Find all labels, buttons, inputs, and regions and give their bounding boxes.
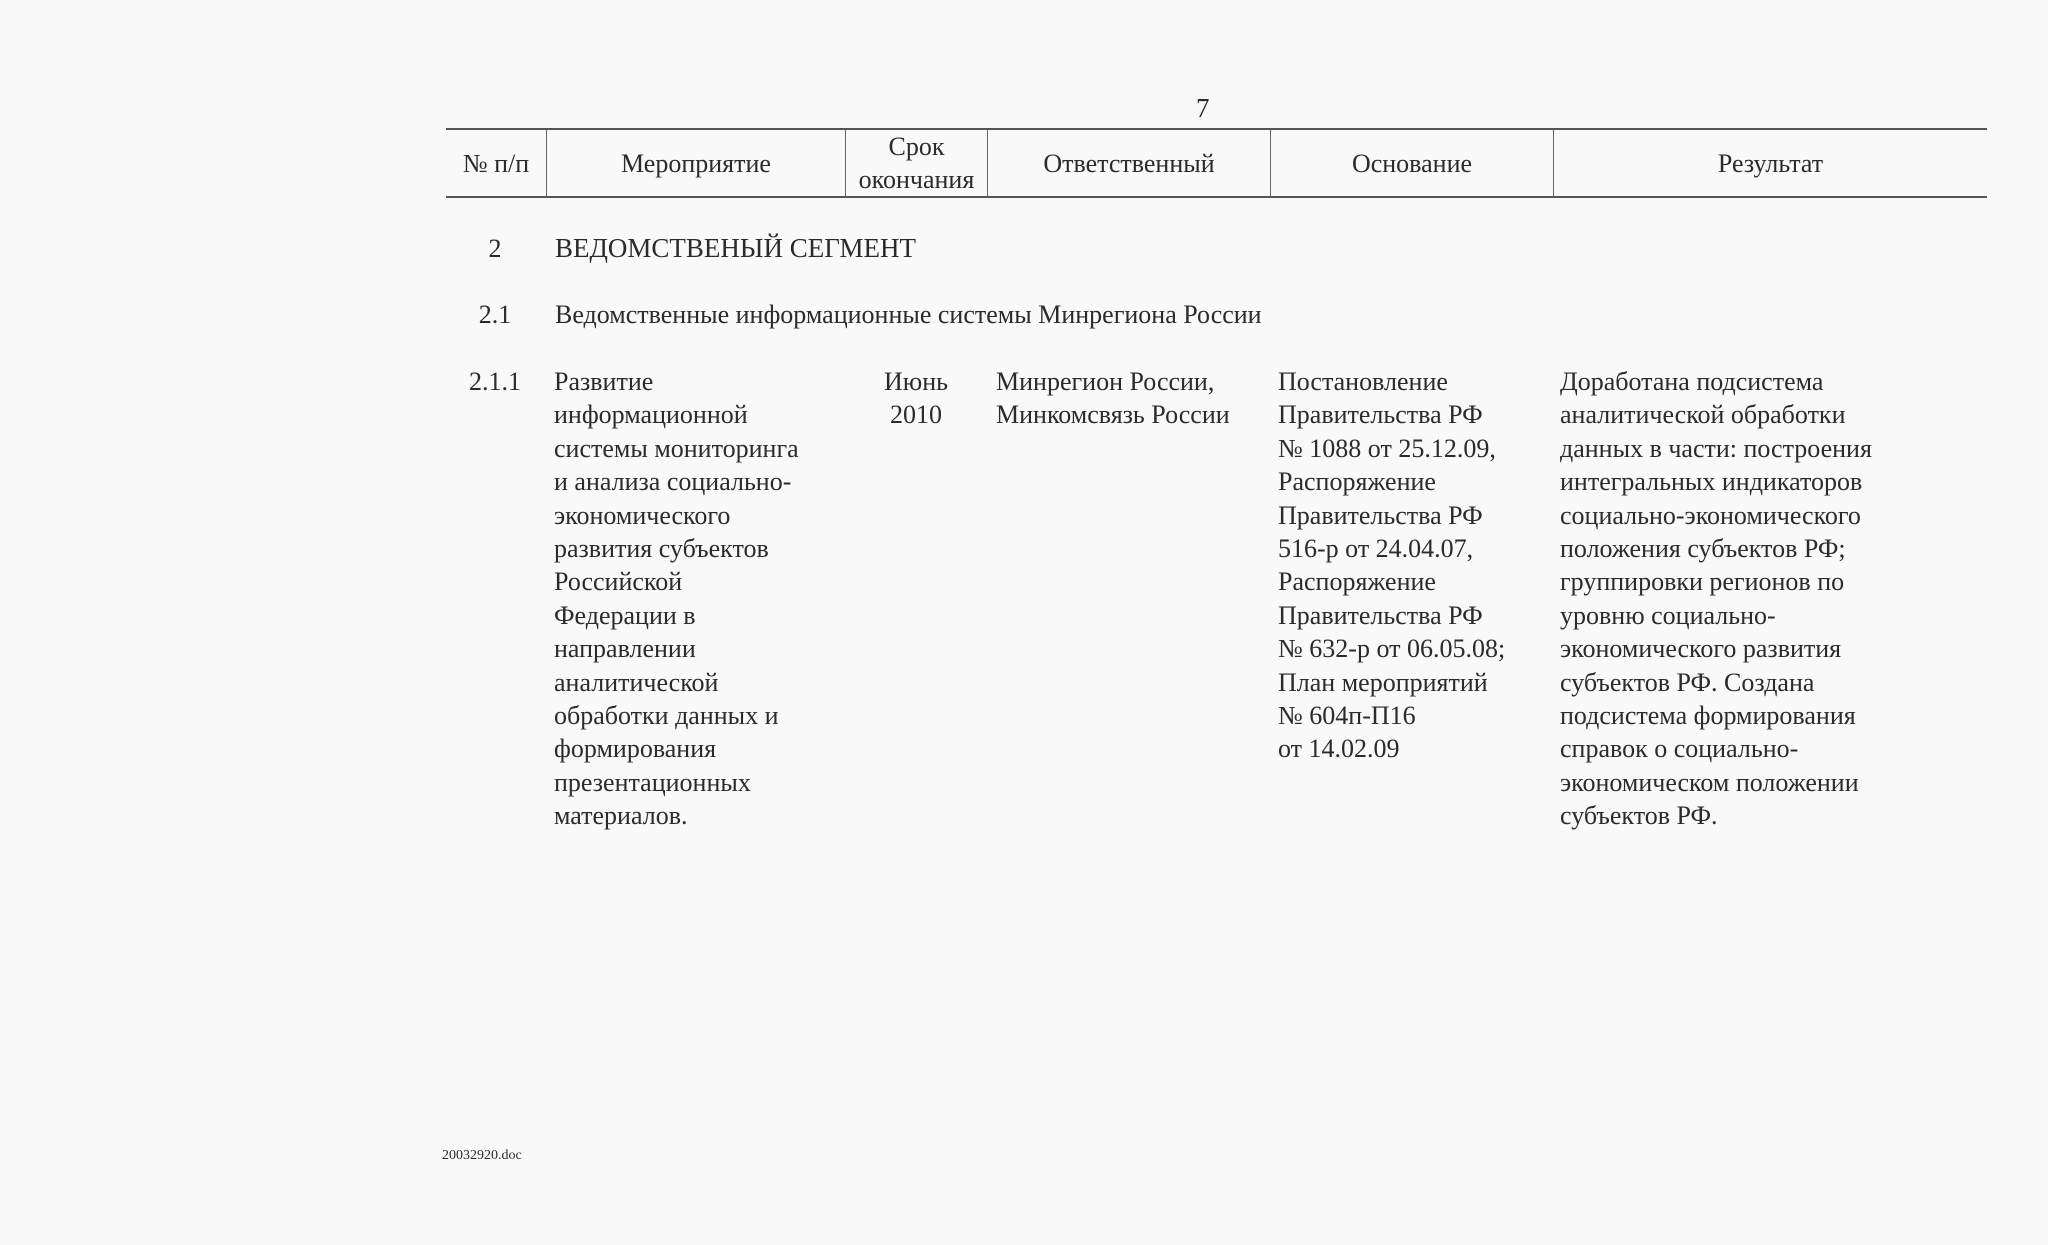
row-number: 2.1.1 <box>469 367 521 396</box>
header-basis: Основание <box>1270 130 1553 196</box>
header-result: Результат <box>1553 130 1987 196</box>
cell-responsible: Минрегион России, Минкомсвязь России <box>996 367 1230 430</box>
header-event: Мероприятие <box>546 130 845 196</box>
cell-basis: Постановление Правительства РФ № 1088 от 25.12.09, Распоряжение Правительства РФ 516-р от 24.04.07, Распоряжение Правительства РФ № 632-р от 06.05.08; План мероприятий № 604п-П16 от 14.02.09 <box>1278 367 1506 764</box>
cell-event: Развитие информационной системы мониторинга и анализа социально- экономического развития субъектов Российской Федерации в направлении аналитической обработки данных и формирования презентационных материалов. <box>554 367 799 831</box>
document-filename: 20032920.doc <box>442 1148 522 1163</box>
cell-deadline: Июнь 2010 <box>884 367 948 430</box>
subsection-number: 2.1 <box>478 300 512 329</box>
header-responsible: Ответственный <box>987 130 1270 196</box>
table-header <box>446 128 1987 198</box>
header-num: № п/п <box>462 148 530 178</box>
cell-result: Доработана подсистема аналитической обработки данных в части: построения интегральных индикаторов социально-экономического положения субъектов РФ; группировки регионов по уровню социально- экономического развития субъектов РФ. Создана подсистема формирования справок о социально- экономическом положении субъектов РФ. <box>1560 367 1872 831</box>
subsection-title: Ведомственные информационные системы Минрегиона России <box>555 300 1262 329</box>
section-number: 2 <box>488 234 502 263</box>
header-deadline: Срок окончания <box>845 130 987 196</box>
section-title: ВЕДОМСТВЕНЫЙ СЕГМЕНТ <box>555 233 916 263</box>
page-number: 7 <box>1196 93 1210 123</box>
